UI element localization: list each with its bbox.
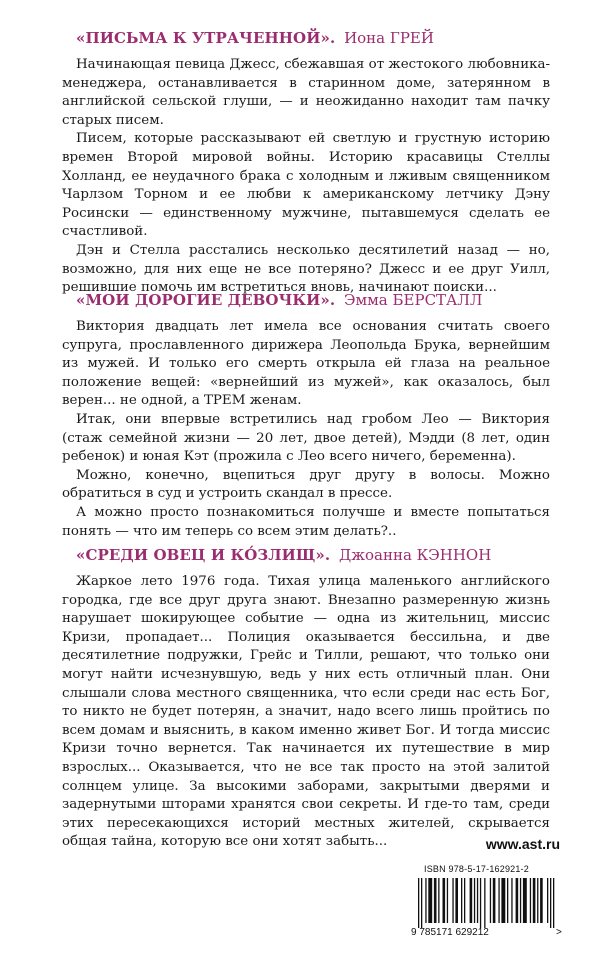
barcode-bar [511, 878, 512, 923]
barcode-bar [480, 878, 481, 928]
barcode-bar [520, 878, 521, 923]
barcode-bar [470, 878, 473, 923]
barcode-bar [516, 878, 519, 923]
barcode-bar [421, 878, 422, 928]
isbn-label: ISBN 978-5-17-162921-2 [424, 864, 529, 874]
blurb-paragraph: Жаркое лето 1976 года. Тихая улица маленького английского городка, где все друг друга знают. Внезапно размеренную жизнь нарушает шокирующее событие — одна из жительниц, миссис Кризи, пропадает... Полиция оказывается бессильна, и две десятилетние подружки, Грейс и Тилли, решают, что только они могут найти исчезнувшую, ведь у них есть отличный план. Они слышали слова местного священника, что если среди нас есть Бог, то никто не будет потерян, а значит, надо всего лишь пройтись по всем домам и выяснить, в каком именно живет Бог. И тогда миссис Кризи точно вернется. Так начинается их путешествие в мир взрослых... Оказывается, что не все так просто на этой залитой солнцем улице. За высокими заборами, закрытыми дверями и задернутыми шторами хранятся свои секреты. И где-то там, среди этих пересекающихся историй местных жителей, скрывается общая тайна, которую все они хотят забыть... [62, 574, 550, 850]
book-author: Джоанна КЭННОН [339, 546, 492, 564]
blurb-paragraph: А можно просто познакомиться получше и вместе попытаться понять — что им теперь со всем этим делать?.. [62, 504, 550, 539]
book-heading [76, 545, 550, 565]
book-author: Иона ГРЕЙ [344, 29, 434, 47]
barcode-bar [498, 878, 499, 923]
barcode-bar [547, 878, 548, 923]
barcode-bar [464, 878, 465, 923]
book-heading [76, 28, 550, 48]
book-title: «СРЕДИ ОВЕЦ И КО́ЗЛИЩ». [76, 546, 331, 564]
barcode-bar [425, 878, 426, 923]
barcode-bar [493, 878, 496, 923]
book-title: «ПИСЬМА К УТРАЧЕННОЙ». [76, 29, 336, 47]
blurb-paragraph: Начинающая певица Джесс, сбежавшая от жестокого любовника-менеджера, останавливается в старинном доме, затерянном в английской сельской глуши, — и неожиданно находит там пачку старых писем. [62, 57, 550, 128]
blurb-paragraph: Писем, которые рассказывают ей светлую и грустную историю времен Второй мировой войны. Историю красавицы Стеллы Холланд, ее неудачного брака с холодным и лживым священником Чарлзом Торном и ее любви к американскому летчику Дэну Росински — единственному мужчине, пытавшемуся сделать ее счастливой. [62, 131, 550, 240]
barcode-bar [540, 878, 543, 923]
barcode-bar [484, 878, 485, 928]
barcode-bar [507, 878, 508, 923]
barcode-bar [477, 878, 478, 923]
barcode-bar [474, 878, 475, 923]
publisher-site-link[interactable]: www.ast.ru [485, 836, 560, 852]
barcode-bar [438, 878, 439, 923]
barcode-quiet-zone-mark: > [556, 927, 562, 938]
barcode-bar [490, 878, 491, 923]
barcode-bar [443, 878, 446, 923]
barcode-bar [550, 878, 551, 928]
barcode-bar [533, 878, 536, 923]
barcode-bar [434, 878, 437, 923]
blurb-paragraph: Дэн и Стелла расстались несколько десятилетий назад — но, возможно, для них еще не все потеряно? Джесс и ее друг Уилл, решившие помочь им встретиться вновь, начинают поиски... [62, 242, 550, 296]
blurb-paragraph: Итак, они впервые встретились над гробом Лео — Виктория (стаж семейной жизни — 20 лет, двое детей), Мэдди (8 лет, один ребенок) и юная Кэт (прожила с Лео всего ничего, беременна). [62, 411, 550, 465]
barcode-bar [447, 878, 448, 923]
book-blurb-1 [62, 28, 550, 298]
book-blurb-2 [62, 290, 550, 541]
barcode-bar [455, 878, 458, 923]
barcode-number: 9 785171 629212 [411, 927, 489, 938]
barcode-bar [428, 878, 432, 923]
blurb-paragraph: Виктория двадцать лет имела все основания считать своего супруга, прославленного дирижера Леопольда Брука, вернейшим из мужей. И только его смерть открыла ей глаза на реальное положение вещей: «вернейший из мужей», как оказалось, был верен... не одной, а ТРЕМ женам. [62, 319, 550, 409]
barcode-bar [553, 878, 554, 928]
book-blurb-3 [62, 545, 550, 852]
book-heading [76, 290, 550, 310]
barcode [408, 876, 568, 938]
barcode-bar [461, 878, 462, 923]
blurb-paragraph: Можно, конечно, вцепиться друг другу в волосы. Можно обратиться в суд и устроить скандал в прессе. [62, 467, 550, 502]
barcode-bar [418, 878, 419, 928]
barcode-bar [523, 878, 527, 923]
barcode-bar [530, 878, 531, 923]
book-author: Эмма БЕРСТАЛЛ [343, 291, 483, 309]
barcode-bar [501, 878, 505, 923]
book-title: «МОИ ДОРОГИЕ ДЕВОЧКИ». [76, 291, 336, 309]
barcode-bar [452, 878, 453, 923]
barcode-bars [418, 878, 554, 928]
barcode-bar [537, 878, 538, 923]
